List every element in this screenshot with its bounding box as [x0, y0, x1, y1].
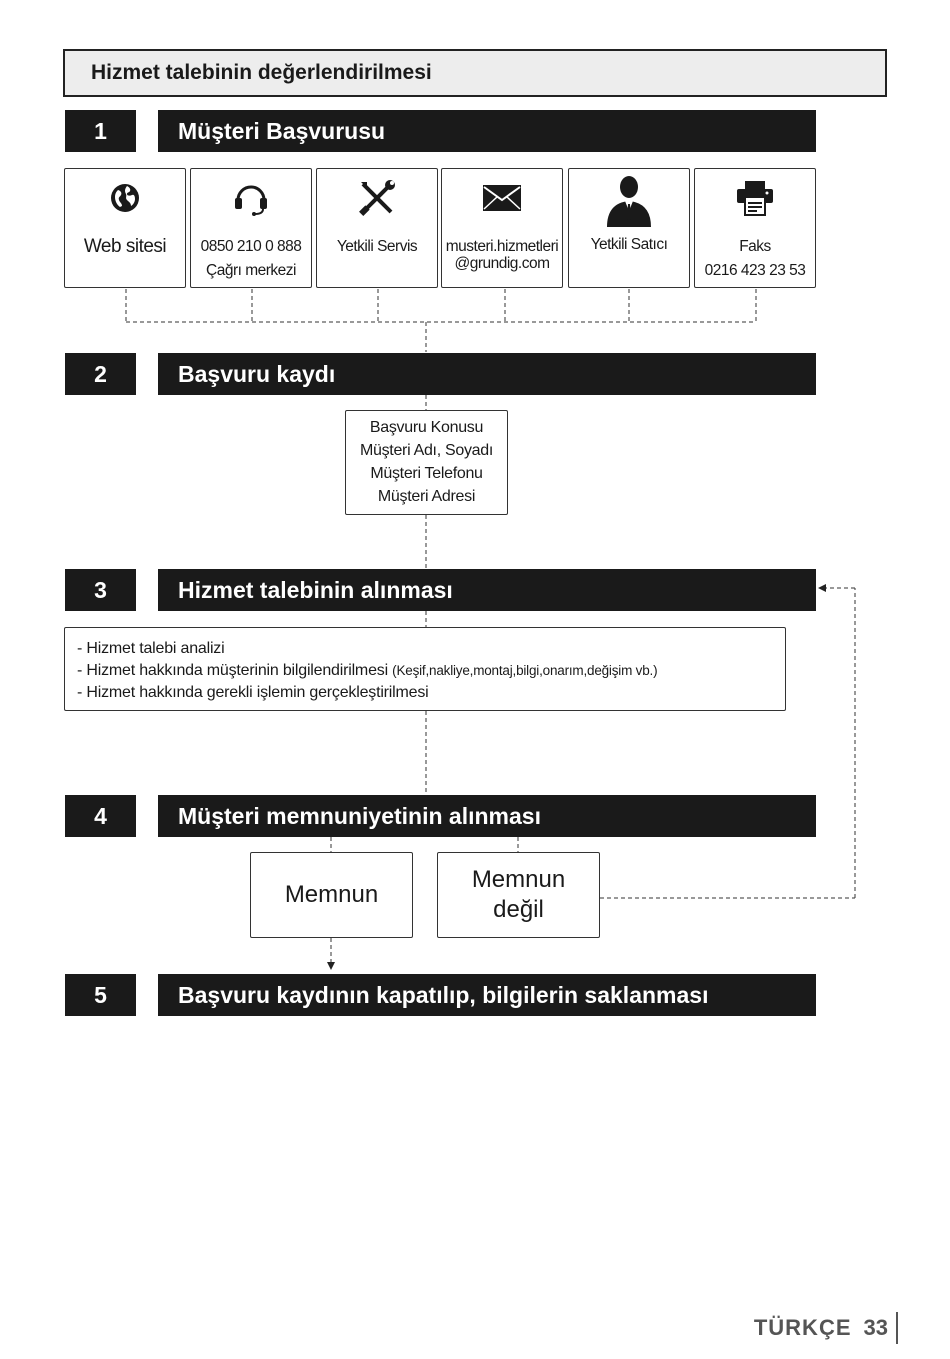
satisfied-box — [250, 852, 413, 938]
page-title: Hizmet talebinin değerlendirilmesi — [63, 49, 887, 97]
record-field: Müşteri Adresi — [377, 488, 476, 505]
not-satisfied-label-line1: Memnun — [471, 866, 566, 893]
channel-call-center — [190, 168, 312, 288]
service-item: - Hizmet hakkında müşterinin bilgilendirilmesi (Keşif,nakliye,montaj,bilgi,onarım,değişim vb.) — [77, 662, 658, 679]
step-5-number: 5 — [65, 974, 136, 1016]
page-number: 33 — [863, 1315, 888, 1340]
step-4-title: Müşteri memnuniyetinin alınması — [158, 795, 816, 837]
envelope-icon — [442, 175, 562, 221]
record-fields-box — [345, 410, 508, 515]
channel-authorized-service — [316, 168, 438, 288]
step-4-number: 4 — [65, 795, 136, 837]
step-5-title: Başvuru kaydının kapatılıp, bilgilerin saklanması — [158, 974, 816, 1016]
authorized-service-label: Yetkili Servis — [336, 238, 418, 255]
headset-icon — [191, 175, 311, 221]
record-field: Başvuru Konusu — [369, 419, 484, 436]
step-3-title: Hizmet talebinin alınması — [158, 569, 816, 611]
page-footer — [754, 1312, 898, 1344]
step-2-title: Başvuru kaydı — [158, 353, 816, 395]
call-center-phone: 0850 210 0 888 — [200, 238, 302, 255]
service-details-box — [64, 627, 786, 711]
channel-authorized-dealer — [568, 168, 690, 288]
step-3-number: 3 — [65, 569, 136, 611]
service-item: - Hizmet hakkında gerekli işlemin gerçekleştirilmesi — [77, 684, 429, 701]
authorized-dealer-label: Yetkili Satıcı — [590, 236, 668, 253]
not-satisfied-box — [437, 852, 600, 938]
fax-label: Faks — [739, 238, 771, 255]
channel-website-label: Web sitesi — [83, 236, 167, 257]
satisfied-label: Memnun — [284, 881, 379, 908]
not-satisfied-label-line2: değil — [493, 896, 544, 923]
record-field: Müşteri Adı, Soyadı — [359, 442, 494, 459]
channel-website — [64, 168, 186, 288]
email-domain: @grundig.com — [454, 255, 550, 272]
channel-email — [441, 168, 563, 288]
record-field: Müşteri Telefonu — [370, 465, 483, 482]
service-item-note: (Keşif,nakliye,montaj,bilgi,onarım,değişim vb.) — [392, 663, 658, 678]
footer-language: TÜRKÇE — [753, 1315, 852, 1340]
step-1-title: Müşteri Başvurusu — [158, 110, 816, 152]
channel-fax — [694, 168, 816, 288]
tools-icon — [317, 175, 437, 221]
fax-number: 0216 423 23 53 — [704, 262, 806, 279]
service-item: - Hizmet talebi analizi — [77, 640, 225, 657]
globe-icon — [65, 175, 185, 221]
email-address: musteri.hizmetleri — [445, 238, 559, 255]
salesperson-icon — [569, 173, 689, 227]
step-1-number: 1 — [65, 110, 136, 152]
fax-icon — [695, 175, 815, 221]
step-2-number: 2 — [65, 353, 136, 395]
call-center-label: Çağrı merkezi — [206, 262, 296, 279]
